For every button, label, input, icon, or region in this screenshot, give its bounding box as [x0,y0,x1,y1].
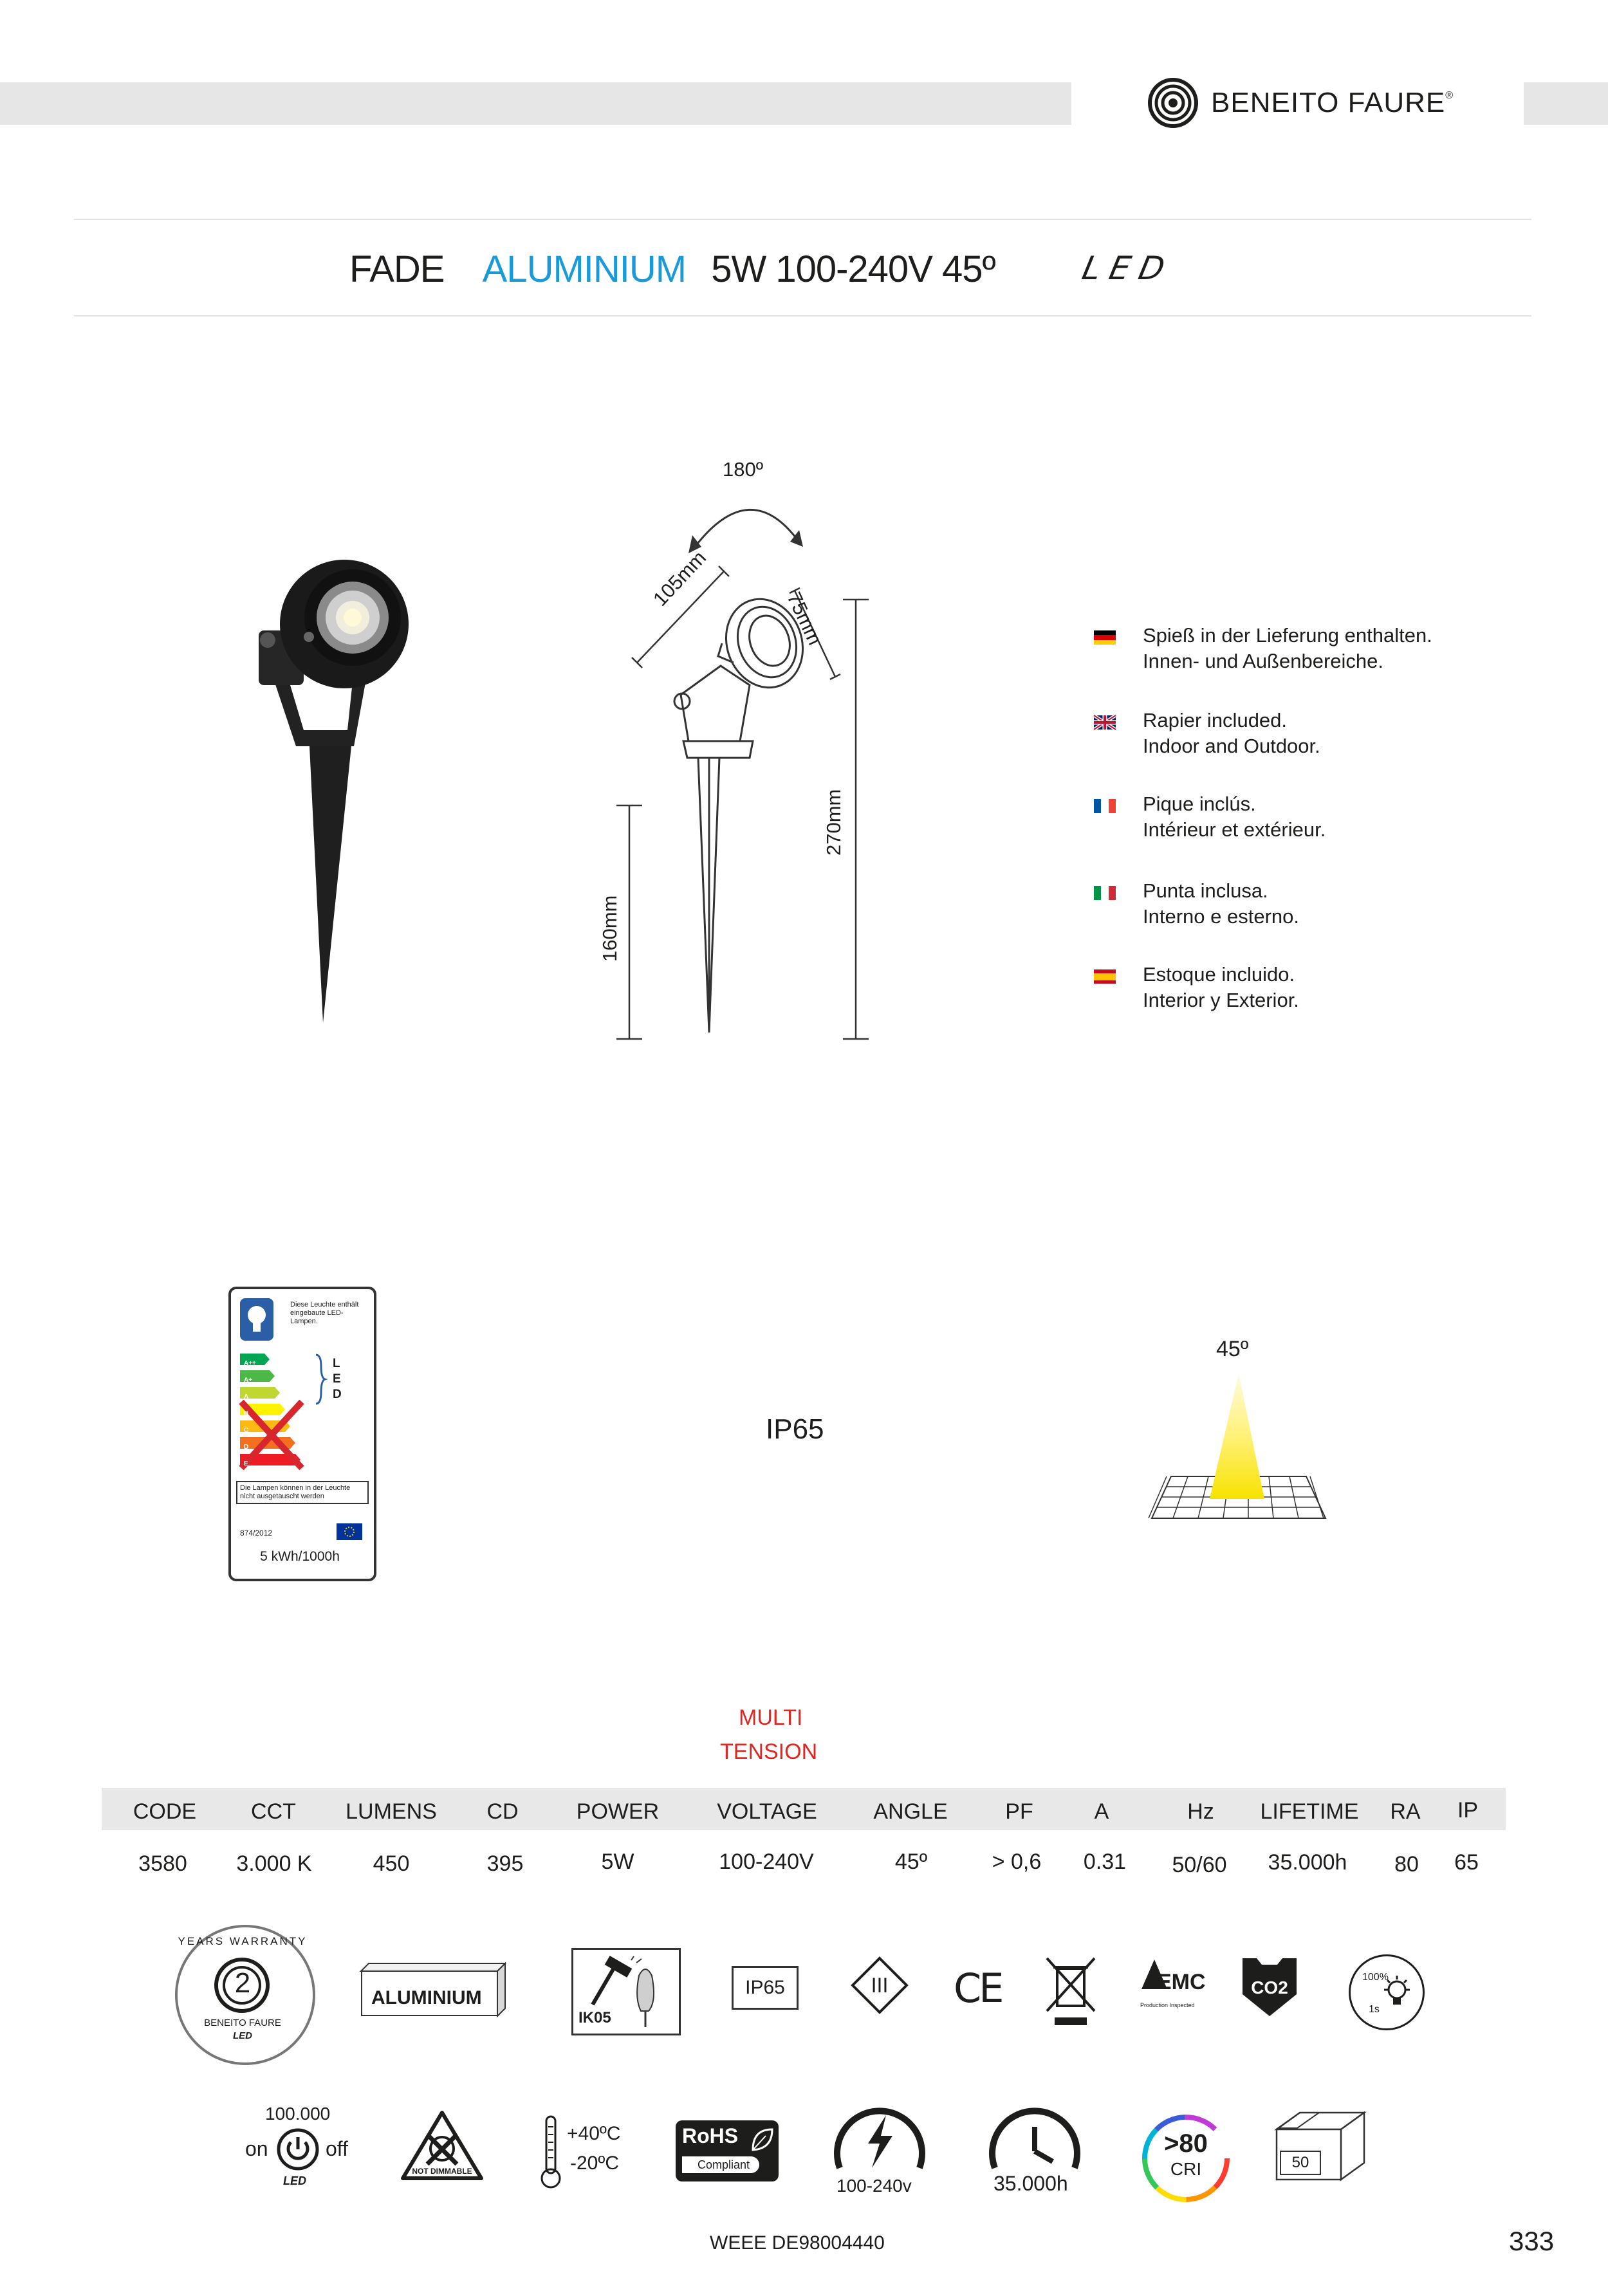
energy-class: A++ [244,1360,256,1367]
energy-header: Diese Leuchte enthält eingebaute LED-Lampen. [290,1301,359,1325]
power-button-icon [277,2128,319,2171]
weee-number: WEEE DE98004440 [710,2232,885,2254]
th-lumens: LUMENS [346,1799,437,1824]
weee-bin-icon [1044,1956,1097,2026]
temp-max: +40ºC [567,2123,621,2144]
energy-label [228,1287,376,1581]
td-cct: 3.000 K [236,1851,312,1876]
warranty-badge [175,1925,315,2065]
material-label: ALUMINIUM [371,1987,482,2008]
td-cd: 395 [486,1851,524,1876]
product-specs: 5W 100-240V 45º [711,248,995,290]
td-ip: 65 [1454,1850,1479,1875]
dim-total-height: 270mm [822,789,845,856]
lang-fr [1094,791,1326,843]
energy-regulation: 874/2012 [240,1529,273,1538]
beam-diagram [1145,1370,1332,1525]
page-number: 333 [1509,2226,1555,2256]
led-logo: LED [1078,250,1178,287]
lang-it-line1: Punta inclusa. [1143,879,1268,902]
energy-class: E [244,1460,248,1467]
energy-led [333,1356,342,1402]
product-name: FADE [349,248,445,290]
dim-head-depth: 75mm [782,589,827,648]
lang-fr-line2: Intérieur et extérieur. [1143,818,1326,841]
title-rule-bottom [74,315,1531,317]
th-voltage: VOLTAGE [717,1799,817,1824]
voltage-label: 100-240v [836,2176,912,2196]
energy-led-e: E [333,1372,341,1386]
energy-class: D [244,1444,249,1451]
td-lumens: 450 [373,1851,410,1876]
energy-class: A [244,1393,249,1401]
lang-it-line2: Interno e esterno. [1143,905,1299,928]
instant-pct: 100% [1362,1972,1389,1983]
beam-angle-label: 45º [1216,1337,1249,1361]
lang-de-line1: Spieß in der Lieferung enthalten. [1143,624,1432,647]
th-power: POWER [576,1799,660,1824]
header-bar-right [1524,82,1608,125]
class-label: III [871,1974,889,1997]
flag-fr-icon [1094,799,1116,813]
emc-sub: Production Inspected [1140,2002,1195,2008]
warranty-years: 2 [234,1967,251,1999]
voltage-icon [831,2104,929,2173]
td-power: 5W [601,1850,634,1874]
page-title [349,248,995,291]
th-a: A [1094,1799,1109,1824]
cri-label: CRI [1170,2159,1202,2179]
multi-tension-line1: MULTI [739,1705,803,1730]
th-cct: CCT [251,1799,296,1824]
flag-it-icon [1094,886,1116,900]
th-angle: ANGLE [873,1799,948,1824]
rohs-label: RoHS [682,2124,739,2147]
header-bar-left [0,82,1071,125]
dim-rotation: 180º [723,458,764,481]
td-a: 0.31 [1083,1850,1127,1874]
switch-off: off [326,2137,348,2160]
rohs-sub: Compliant [698,2158,750,2171]
lang-es-line1: Estoque incluido. [1143,963,1295,986]
box-qty: 50 [1291,2154,1309,2171]
lang-fr-line1: Pique inclús. [1143,793,1256,815]
energy-note: Die Lampen können in der Leuchte nicht ausgetauscht werden [236,1481,369,1504]
lang-es-line2: Interior y Exterior. [1143,989,1299,1011]
energy-led-l: L [333,1357,340,1370]
instant-on-badge [1349,1954,1425,2030]
product-photo [245,553,438,1029]
eu-flag-icon [337,1523,362,1540]
energy-led-d: D [333,1388,342,1401]
dim-spike-height: 160mm [598,895,621,962]
emc-icon [1139,1957,1206,2002]
brand-mark-icon [1147,77,1199,129]
lang-en [1094,708,1320,759]
th-pf: PF [1005,1799,1033,1824]
brand-logo [1147,74,1453,132]
cri-value: >80 [1164,2129,1208,2158]
product-material: ALUMINIUM [482,248,687,290]
svg-text:EMC: EMC [1157,1970,1206,1994]
rohs-badge [676,2120,779,2181]
title-rule-top [74,219,1531,220]
th-lifetime: LIFETIME [1260,1799,1359,1824]
switch-led: LED [283,2174,306,2187]
instant-time: 1s [1369,2004,1380,2015]
brace-icon [315,1354,326,1405]
ip-badge: IP65 [732,1966,799,2010]
th-ra: RA [1390,1799,1421,1824]
clock-icon [986,2104,1084,2173]
bulb-icon [240,1298,273,1341]
td-hz: 50/60 [1172,1853,1227,1877]
lang-en-line2: Indoor and Outdoor. [1143,735,1320,757]
td-lifetime: 35.000h [1268,1850,1347,1875]
technical-drawing [573,450,933,1055]
brand-registered: ® [1445,90,1454,101]
thermometer-icon [539,2115,562,2190]
energy-class: C [244,1427,249,1434]
ce-mark: CE [954,1965,1002,2012]
th-hz: Hz [1187,1799,1214,1824]
cri-ring-icon [1140,2113,1232,2204]
th-code: CODE [133,1799,197,1824]
td-angle: 45º [894,1850,928,1874]
warranty-brand: BENEITO FAURE [204,2017,281,2028]
brand-name: BENEITO FAURE [1211,87,1446,118]
flag-es-icon [1094,969,1116,984]
flag-de-icon [1094,630,1116,645]
rohs-leaf-icon [750,2127,773,2153]
switch-cycles: 100.000 [265,2104,331,2124]
co2-label: CO2 [1251,1978,1288,1998]
flag-uk-icon [1094,715,1116,730]
energy-consumption: 5 kWh/1000h [260,1549,340,1564]
lifetime-label: 35.000h [993,2172,1068,2195]
lang-en-line1: Rapier included. [1143,709,1288,731]
td-voltage: 100-240V [719,1850,814,1874]
not-dimmable-label: NOT DIMMABLE [412,2167,472,2176]
energy-class: A+ [244,1377,253,1384]
th-cd: CD [486,1799,519,1824]
th-ip: IP [1457,1798,1479,1823]
multi-tension-line2: TENSION [720,1740,818,1764]
ik-label: IK05 [578,2009,611,2026]
lang-de-line2: Innen- und Außenbereiche. [1143,650,1383,672]
switch-on: on [245,2137,268,2160]
energy-class: B [244,1410,249,1417]
td-pf: > 0,6 [992,1850,1042,1874]
temp-min: -20ºC [570,2153,619,2174]
lang-de [1094,623,1432,674]
energy-class-list [244,1355,256,1473]
warranty-led: LED [233,2030,252,2041]
lang-es [1094,962,1299,1013]
lang-it [1094,878,1299,930]
ip-rating: IP65 [766,1413,824,1445]
warranty-top: YEARS WARRANTY [178,1935,308,1947]
dim-head-width: 105mm [649,546,711,611]
ik-rating-badge [571,1948,681,2035]
td-code: 3580 [138,1851,187,1876]
td-ra: 80 [1394,1852,1419,1877]
